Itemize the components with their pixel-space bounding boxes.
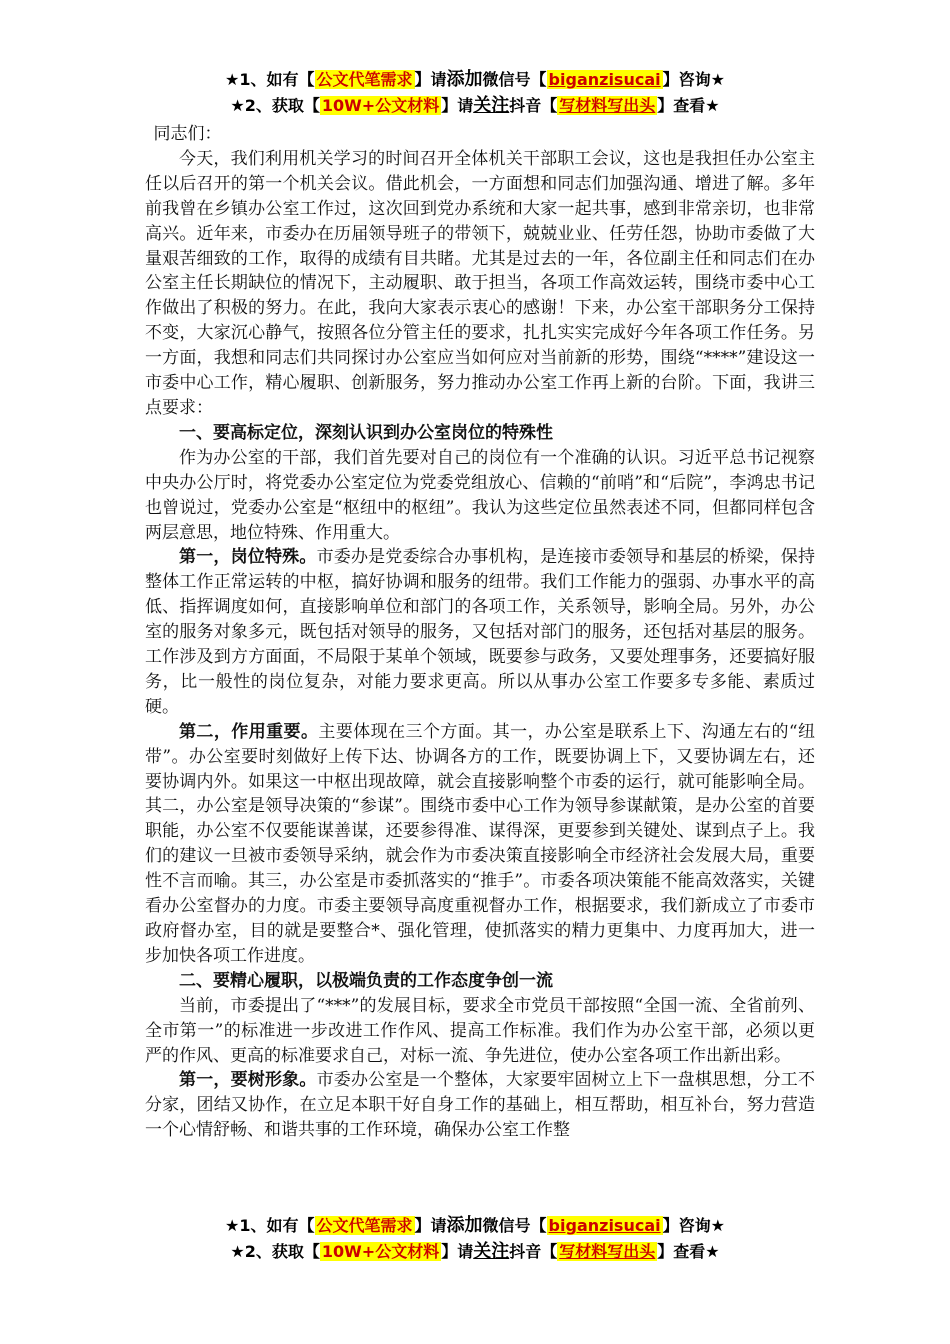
- promo-emphasis: 添加: [446, 69, 483, 90]
- paragraph-4: 当前，市委提出了“***”的发展目标，要求全市党员干部按照“全国一流、全省前列、全市第一”的标准进一步改进工作作风、提高工作标准。我们作为办公室干部，必须以更严的作风、更高的标准要求自己，对标一流、争先进位，使办公室各项工作出新出彩。: [145, 995, 815, 1066]
- promo-text: ★1、如有【: [225, 1216, 315, 1235]
- promo-text: ★2、获取【: [230, 1242, 320, 1261]
- promo-text: ★1、如有【: [225, 70, 315, 89]
- paragraph-text: 市委办是党委综合办事机构，是连接市委领导和基层的桥梁，保持整体工作正常运转的中枢，搞好协调和服务的纽带。我们工作能力的强弱、办事水平的高低、指挥调度如何，直接影响单位和部门的各项工作，关系领导，影响全局。另外，办公室的服务对象多元，既包括对领导的服务，又包括对部门的服务，还包括对基层的服务。工作涉及到方方面面，不局限于某单个领域，既要参与政务，又要处理事务，还要搞好服务，比一般性的岗位复杂，对能力要求更高。所以从事办公室工作要多专多能、素质过硬。: [145, 547, 816, 717]
- promo-text: 微信号【: [482, 1216, 547, 1235]
- paragraph-1: 作为办公室的干部，我们首先要对自己的岗位有一个准确的认识。习近平总书记视察中央办公厅时，将党委办公室定位为党委党组放心、信赖的“前哨”和“后院”，李鸿忠书记也曾说过，党委办公室是“枢纽中的枢纽”。我认为这些定位虽然表述不同，但都同样包含两层意思，地位特殊、作用重大。: [145, 447, 815, 543]
- promo-line-2-top: [0, 94, 950, 118]
- promo-highlight: 公文代笔需求: [316, 70, 413, 89]
- paragraph-text: 主要体现在三个方面。其一，办公室是联系上下、沟通左右的“纽带”。办公室要时刻做好上传下达、协调各方的工作，既要协调上下，又要协调左右，还要协调内外。如果这一中枢出现故障，就会直接影响整个市委的运行，就可能影响全局。其二，办公室是领导决策的“参谋”。围绕市委中心工作为领导参谋献策，是办公室的首要职能，办公室不仅要能谋善谋，还要参得准、谋得深，更要参到关键处、谋到点子上。我们的建议一旦被市委领导采纳，就会作为市委决策直接影响全市经济社会发展大局，重要性不言而喻。其三，办公室是市委抓落实的“推手”。市委各项决策能不能高效落实，关键看办公室督办的力度。市委主要领导高度重视督办工作，根据要求，我们新成立了市委市政府督办室，目的就是要整合*、强化管理，使抓落实的精力更集中、力度再加大，进一步加快各项工作进度。: [145, 721, 815, 966]
- promo-line-1-bottom: [0, 1214, 950, 1238]
- paragraph-text: 市委办公室是一个整体，大家要牢固树立上下一盘棋思想，分工不分家，团结又协作，在立足本职干好自身工作的基础上，相互帮助，相互补台，努力营造一个心情舒畅、和谐共事的工作环境，确保办公室工作整: [145, 1070, 816, 1141]
- promo-highlight: 10W+公文材料: [321, 1242, 440, 1261]
- promo-text: 抖音【: [509, 1242, 558, 1261]
- promo-text: 】请: [414, 70, 447, 89]
- paragraph-lead: 第一，要树形象。: [179, 1070, 317, 1091]
- promo-text: 】查看★: [657, 1242, 720, 1261]
- promo-text: 抖音【: [509, 96, 558, 115]
- promo-wechat-id: biganzisucai: [548, 1216, 661, 1235]
- promo-highlight: 公文代笔需求: [316, 1216, 413, 1235]
- promo-text: 】咨询★: [662, 1216, 725, 1235]
- promo-douyin-id: 写材料写出头: [559, 96, 656, 115]
- paragraph-lead: 第一，岗位特殊。: [179, 547, 317, 568]
- salutation: 同志们：: [153, 124, 222, 144]
- promo-line-1-top: [0, 68, 950, 92]
- promo-douyin-id: 写材料写出头: [559, 1242, 656, 1261]
- paragraph-lead: 第二，作用重要。: [179, 721, 319, 742]
- promo-emphasis: 添加: [446, 1215, 483, 1236]
- promo-wechat-id: biganzisucai: [548, 70, 661, 89]
- promo-text: 】请: [414, 1216, 447, 1235]
- promo-emphasis: 关注: [473, 1241, 510, 1262]
- promo-text: 微信号【: [482, 70, 547, 89]
- promo-line-2-bottom: [0, 1240, 950, 1264]
- intro-paragraph: 今天，我们利用机关学习的时间召开全体机关干部职工会议，这也是我担任办公室主任以后召开的第一个机关会议。借此机会，一方面想和同志们加强沟通、增进了解。多年前我曾在乡镇办公室工作过，这次回到党办系统和大家一起共事，感到非常亲切，也非常高兴。近年来，市委办在历届领导班子的带领下，兢兢业业、任劳任怨，协助市委做了大量艰苦细致的工作，取得的成绩有目共睹。尤其是过去的一年，各位副主任和同志们在办公室主任长期缺位的情况下，主动履职、敢于担当，各项工作高效运转，围绕市委中心工作做出了积极的努力。在此，我向大家表示衷心的感谢！下来，办公室干部职务分工保持不变，大家沉心静气，按照各位分管主任的要求，扎扎实实完成好今年各项工作任务。另一方面，我想和同志们共同探讨办公室应当如何应对当前新的形势，围绕“****”建设这一市委中心工作，精心履职、创新服务，努力推动办公室工作再上新的台阶。下面，我讲三点要求：: [145, 148, 815, 418]
- promo-text: ★2、获取【: [230, 96, 320, 115]
- promo-text: 】查看★: [657, 96, 720, 115]
- promo-text: 】请: [441, 1242, 474, 1261]
- paragraph-5: [145, 1068, 815, 1143]
- promo-text: 】咨询★: [662, 70, 725, 89]
- paragraph-3: [145, 720, 815, 969]
- section-heading-1: 一、要高标定位，深刻认识到办公室岗位的特殊性: [179, 422, 553, 443]
- promo-text: 】请: [441, 96, 474, 115]
- section-heading-2: 二、要精心履职，以极端负责的工作态度争创一流: [179, 970, 553, 991]
- promo-highlight: 10W+公文材料: [321, 96, 440, 115]
- paragraph-2: [145, 545, 815, 719]
- promo-emphasis: 关注: [473, 95, 510, 116]
- document-body: [145, 122, 815, 1143]
